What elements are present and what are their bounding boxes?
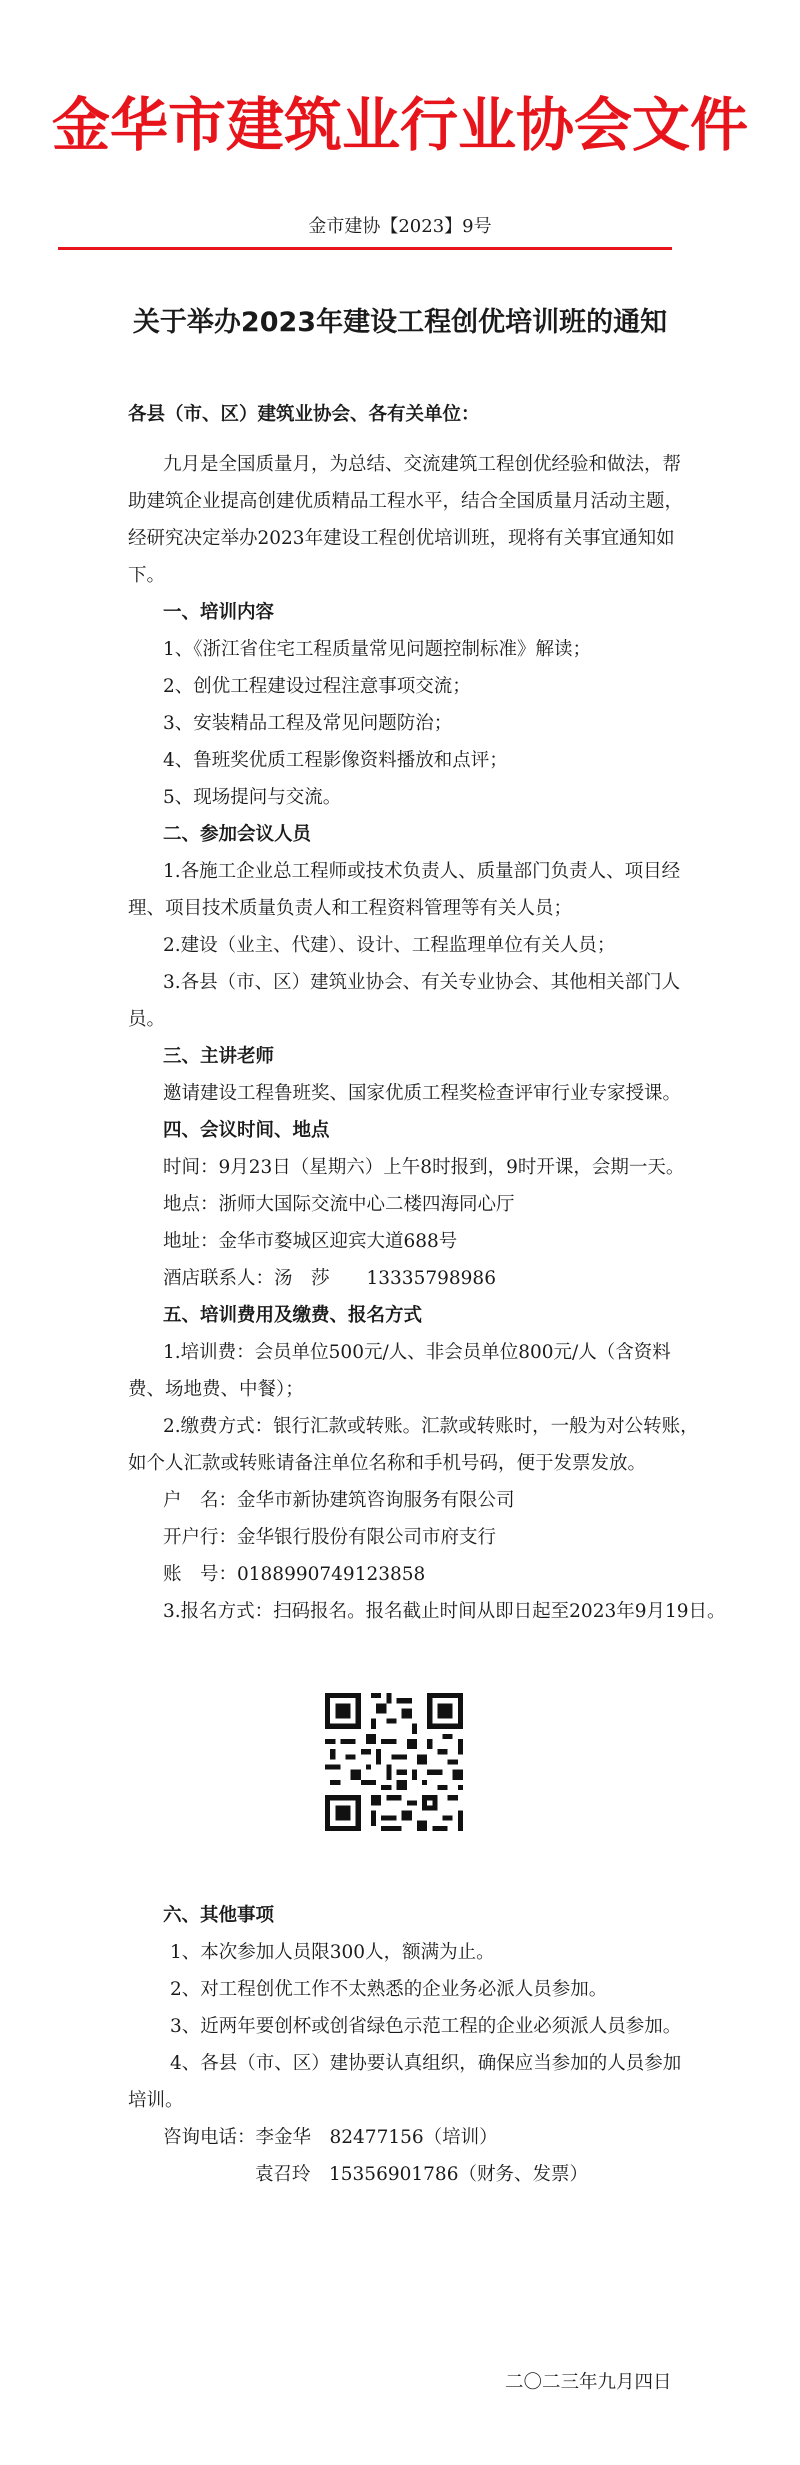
contact-line: 咨询电话：李金华 82477156（培训） bbox=[163, 2127, 498, 2148]
section-heading-fees: 五、培训费用及缴费、报名方式 bbox=[163, 1305, 423, 1326]
list-item: 5、现场提问与交流。 bbox=[163, 787, 342, 808]
fee-line: 1.培训费：会员单位500元/人、非会员单位800元/人（含资料 bbox=[163, 1342, 671, 1363]
lecturer-text: 邀请建设工程鲁班奖、国家优质工程奖检查评审行业专家授课。 bbox=[163, 1083, 682, 1104]
red-divider bbox=[58, 247, 672, 250]
intro-line: 经研究决定举办2023年建设工程创优培训班，现将有关事宜通知如 bbox=[128, 528, 675, 549]
section-heading-attendees: 二、参加会议人员 bbox=[163, 824, 312, 845]
registration-method: 3.报名方式：扫码报名。报名截止时间从即日起至2023年9月19日。 bbox=[163, 1601, 726, 1622]
section-heading-other: 六、其他事项 bbox=[163, 1905, 275, 1926]
addressee: 各县（市、区）建筑业协会、各有关单位： bbox=[128, 404, 480, 425]
section-heading-time-place: 四、会议时间、地点 bbox=[163, 1120, 330, 1141]
fee-line: 费、场地费、中餐）； bbox=[128, 1379, 304, 1400]
intro-line: 助建筑企业提高创建优质精品工程水平，结合全国质量月活动主题， bbox=[128, 491, 684, 512]
registration-qr-code[interactable] bbox=[320, 1688, 468, 1836]
hotel-contact: 酒店联系人：汤 莎 13335798986 bbox=[163, 1268, 496, 1289]
intro-line: 下。 bbox=[128, 565, 166, 586]
section-heading-lecturers: 三、主讲老师 bbox=[163, 1046, 275, 1067]
meeting-address: 地址：金华市婺城区迎宾大道688号 bbox=[163, 1231, 458, 1252]
bank-name: 开户行：金华银行股份有限公司市府支行 bbox=[163, 1527, 497, 1548]
document-number: 金市建协【2023】9号 bbox=[308, 216, 492, 237]
other-item: 2、对工程创优工作不太熟悉的企业务必派人员参加。 bbox=[170, 1979, 608, 2000]
payment-line: 如个人汇款或转账请备注单位名称和手机号码，便于发票发放。 bbox=[128, 1453, 647, 1474]
list-item: 4、鲁班奖优质工程影像资料播放和点评； bbox=[163, 750, 508, 771]
other-item: 1、本次参加人员限300人，额满为止。 bbox=[170, 1942, 495, 1963]
section-heading-training-content: 一、培训内容 bbox=[163, 602, 275, 623]
meeting-place: 地点：浙师大国际交流中心二楼四海同心厅 bbox=[163, 1194, 515, 1215]
payment-line: 2.缴费方式：银行汇款或转账。汇款或转账时，一般为对公转账， bbox=[163, 1416, 699, 1437]
list-item: 1、《浙江省住宅工程质量常见问题控制标准》解读； bbox=[163, 639, 592, 660]
issue-date: 二〇二三年九月四日 bbox=[505, 2372, 672, 2393]
list-item: 2、创优工程建设过程注意事项交流； bbox=[163, 676, 471, 697]
notice-title: 关于举办2023年建设工程创优培训班的通知 bbox=[132, 307, 668, 338]
attendee-line: 理、项目技术质量负责人和工程资料管理等有关人员； bbox=[128, 898, 573, 919]
other-item: 4、各县（市、区）建协要认真组织，确保应当参加的人员参加 bbox=[170, 2053, 682, 2074]
attendee-line: 1.各施工企业总工程师或技术负责人、质量部门负责人、项目经 bbox=[163, 861, 681, 882]
account-number: 账 号：0188990749123858 bbox=[163, 1564, 426, 1585]
attendee-line: 员。 bbox=[128, 1009, 166, 1030]
meeting-time: 时间：9月23日（星期六）上午8时报到，9时开课，会期一天。 bbox=[163, 1157, 685, 1178]
other-item: 培训。 bbox=[128, 2090, 184, 2111]
contact-line: 袁召玲 15356901786（财务、发票） bbox=[255, 2164, 588, 2185]
intro-line: 九月是全国质量月，为总结、交流建筑工程创优经验和做法，帮 bbox=[163, 454, 682, 475]
attendee-line: 2.建设（业主、代建）、设计、工程监理单位有关人员； bbox=[163, 935, 616, 956]
header-org-title: 金华市建筑业行业协会文件 bbox=[51, 91, 748, 159]
other-item: 3、近两年要创杯或创省绿色示范工程的企业必须派人员参加。 bbox=[170, 2016, 682, 2037]
account-name: 户 名：金华市新协建筑咨询服务有限公司 bbox=[163, 1490, 515, 1511]
list-item: 3、安装精品工程及常见问题防治； bbox=[163, 713, 453, 734]
attendee-line: 3.各县（市、区）建筑业协会、有关专业协会、其他相关部门人 bbox=[163, 972, 681, 993]
